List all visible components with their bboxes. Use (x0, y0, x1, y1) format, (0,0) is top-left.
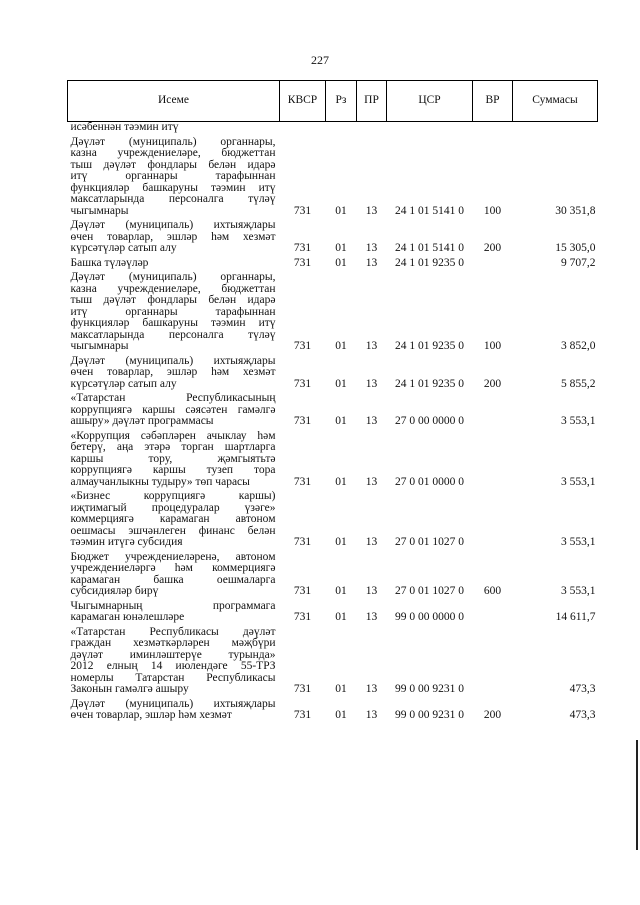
row-kvsr: 731 (293, 683, 312, 695)
row-sum: 9 707,2 (561, 256, 596, 269)
row-vr (473, 258, 513, 273)
row-sum: 3 553,1 (561, 475, 596, 488)
header-pr: ПР (357, 81, 387, 122)
row-csr: 24 1 01 9235 0 (395, 377, 464, 390)
table-body (68, 122, 598, 725)
table-row (68, 122, 598, 137)
row-rz: 01 (335, 242, 347, 254)
row-name-line: каршы тору, җәмгыятьтә (70, 452, 276, 465)
row-sum: 14 611,7 (555, 611, 596, 623)
row-name (68, 491, 280, 552)
table-row (68, 552, 598, 601)
row-csr: 27 0 01 1027 0 (395, 585, 464, 597)
row-name-line: Дәүләт (муниципаль) органнары, (70, 271, 276, 283)
row-name-line: тыш дәүләт фондлары белән идарә (70, 158, 276, 171)
row-pr: 13 (365, 415, 378, 427)
row-name-line: максатларында персоналга түләү (70, 328, 276, 341)
row-pr: 13 (365, 611, 378, 623)
row-name-line: оешмасы эшчәнлеген финанс белән (70, 524, 276, 537)
table-row (68, 220, 598, 258)
header-vr: ВР (473, 81, 513, 122)
header-name: Исеме (68, 81, 280, 122)
row-rz: 01 (335, 683, 347, 695)
row-rz: 01 (335, 204, 347, 217)
table-row (68, 431, 598, 492)
row-pr: 13 (365, 683, 378, 695)
row-pr: 13 (365, 340, 378, 352)
row-name-line: күрсәтүләр сатып алу (70, 377, 177, 390)
row-name-line: Чыгымнарның программага (70, 599, 276, 612)
row-name-line: «Татарстан Республикасы дәүләт (70, 625, 276, 638)
row-name-line: казна учреждениеләре, бюджеттан (70, 282, 276, 295)
row-name-line: бетерү, аңа этәрә торган шартларга (70, 441, 276, 453)
row-name (68, 627, 280, 699)
row-name-line: алмаучанлыкны тудыру» төп чарасы (70, 475, 250, 488)
row-name-line: максатларында персоналга түләү (70, 193, 276, 205)
budget-table (67, 80, 598, 725)
row-rz: 01 (335, 709, 347, 721)
row-sum: 473,3 (569, 683, 596, 695)
row-vr (473, 122, 513, 137)
row-name (68, 137, 280, 221)
row-name-line: өчен товарлар, эшләр һәм хезмәт (70, 230, 276, 243)
table-row (68, 272, 598, 356)
row-vr (473, 431, 513, 492)
row-name (68, 601, 280, 627)
table-header-row (68, 81, 598, 122)
row-pr: 13 (365, 256, 378, 269)
row-name-line: карамаган юнәлешләре (70, 611, 185, 623)
row-vr (473, 627, 513, 699)
row-name-line: коммерциягә карамаган автоном (70, 513, 276, 525)
row-kvsr: 731 (293, 415, 312, 427)
row-sum: 15 305,0 (555, 242, 596, 254)
row-pr: 13 (365, 242, 378, 254)
row-name (68, 431, 280, 492)
row-name-line: өчен товарлар, эшләр һәм хезмәт (70, 709, 232, 721)
row-kvsr: 731 (293, 340, 312, 352)
row-vr (473, 393, 513, 431)
row-kvsr: 731 (293, 709, 312, 721)
row-vr: 200 (483, 377, 502, 390)
row-kvsr: 731 (293, 475, 312, 488)
row-kvsr: 731 (293, 611, 312, 623)
row-kvsr: 731 (293, 242, 312, 254)
row-csr: 24 1 01 9235 0 (395, 256, 464, 269)
row-name-line: өчен товарлар, эшләр һәм хезмәт (70, 366, 276, 378)
table-row (68, 356, 598, 394)
row-name-line: «Коррупция сәбәпләрен ачыклау һәм (70, 429, 276, 442)
row-name-line: тыш дәүләт фондлары белән идарә (70, 294, 276, 306)
row-name (68, 356, 280, 394)
row-name-line: ашыру» дәүләт программасы (70, 415, 214, 427)
row-pr: 13 (365, 709, 378, 721)
row-name-line: Дәүләт (муниципаль) ихтыяҗлары (70, 354, 276, 367)
row-rz: 01 (335, 340, 347, 352)
row-name (68, 258, 280, 273)
row-name-line: Бюджет учреждениеләренә, автоном (70, 550, 276, 563)
row-csr: 27 0 01 1027 0 (395, 536, 464, 548)
row-sum: 473,3 (569, 709, 596, 721)
row-name-line: Дәүләт (муниципаль) ихтыяҗлары (70, 697, 276, 710)
row-name (68, 220, 280, 258)
row-csr (387, 122, 473, 137)
row-csr: 24 1 01 5141 0 (395, 204, 464, 217)
row-pr: 13 (365, 204, 378, 217)
row-vr (473, 601, 513, 627)
row-sum: 30 351,8 (555, 204, 596, 217)
row-vr: 600 (483, 585, 502, 597)
row-kvsr: 731 (293, 377, 312, 390)
row-vr: 100 (483, 204, 502, 217)
row-name-line: иҗтимагый процедуралар үзәге» (70, 501, 276, 514)
row-name-line: функцияләр башкаруны тәэмин итү (70, 317, 276, 329)
header-csr: ЦСР (387, 81, 473, 122)
row-name-line: учреждениеләргә һәм коммерциягә (70, 562, 276, 574)
row-csr: 27 0 00 0000 0 (395, 415, 464, 427)
row-pr: 13 (365, 536, 378, 548)
header-rz: Рз (326, 81, 357, 122)
row-name (68, 699, 280, 725)
row-sum (513, 122, 598, 137)
row-name-line: граждан хезмәткәрләрен мәҗбүри (70, 637, 276, 649)
row-name-line: тәэмин итүгә субсидия (70, 536, 183, 548)
table-row (68, 137, 598, 221)
row-name-line: «Татарстан Республикасының (70, 392, 276, 404)
row-name-line: итү органнары тарафыннан (70, 305, 276, 318)
row-csr: 99 0 00 9231 0 (395, 709, 464, 721)
page-edge-mark (636, 740, 638, 850)
row-sum: 3 553,1 (561, 585, 596, 597)
row-csr: 24 1 01 9235 0 (395, 340, 464, 352)
row-name-line: «Бизнес коррупциягә каршы) (70, 490, 276, 502)
row-name-line: казна учреждениеләре, бюджеттан (70, 147, 276, 159)
row-rz: 01 (335, 611, 347, 623)
row-name-line: номерлы Татарстан Республикасы (70, 671, 276, 684)
row-sum: 3 553,1 (561, 415, 596, 427)
row-name-line: коррупциягә каршы тузеп тора (70, 464, 276, 476)
table-row (68, 601, 598, 627)
row-vr (473, 491, 513, 552)
row-rz: 01 (335, 415, 347, 427)
row-csr: 27 0 01 0000 0 (395, 475, 464, 488)
row-rz: 01 (335, 475, 347, 488)
row-vr: 200 (483, 709, 502, 721)
row-sum: 5 855,2 (561, 377, 596, 390)
row-name-line: исәбеннән тәэмин итү (70, 121, 179, 133)
row-rz (326, 122, 357, 137)
page-number: 227 (311, 53, 329, 67)
row-name-line: Дәүләт (муниципаль) органнары, (70, 135, 276, 148)
row-vr: 100 (483, 340, 502, 352)
row-name-line: чыгымнары (70, 340, 129, 352)
row-sum: 3 852,0 (561, 340, 596, 352)
row-name (68, 122, 280, 137)
row-name-line: дәүләт иминләштерүе турында» (70, 648, 276, 661)
row-pr (357, 122, 387, 137)
row-name-line: карамаган башка оешмаларга (70, 573, 276, 586)
row-name-line: функцияләр башкаруны тәэмин итү (70, 181, 276, 194)
row-rz: 01 (335, 256, 347, 269)
row-rz: 01 (335, 536, 347, 548)
row-rz: 01 (335, 585, 347, 597)
header-sum: Суммасы (513, 81, 598, 122)
row-name-line: итү органнары тарафыннан (70, 170, 276, 182)
row-kvsr: 731 (293, 585, 312, 597)
row-vr: 200 (483, 242, 502, 254)
row-kvsr: 731 (293, 536, 312, 548)
row-pr: 13 (365, 377, 378, 390)
row-kvsr: 731 (293, 204, 312, 217)
row-name (68, 393, 280, 431)
row-csr: 99 0 00 9231 0 (395, 683, 464, 695)
row-name-line: коррупциягә каршы сәясәтен гамәлгә (70, 403, 276, 416)
row-rz: 01 (335, 377, 347, 390)
table-row (68, 491, 598, 552)
table-row (68, 258, 598, 273)
row-name-line: Дәүләт (муниципаль) ихтыяҗлары (70, 219, 276, 231)
row-kvsr (280, 122, 326, 137)
row-name (68, 552, 280, 601)
header-kvsr: КВСР (280, 81, 326, 122)
row-kvsr: 731 (293, 256, 312, 269)
row-name-line: Башка түләүләр (70, 256, 149, 269)
row-name-line: субсидияләр бирү (70, 585, 159, 597)
row-name-line: 2012 елның 14 июлендәге 55-ТРЗ (70, 660, 276, 672)
row-pr: 13 (365, 475, 378, 488)
row-name-line: күрсәтүләр сатып алу (70, 242, 177, 254)
row-name (68, 272, 280, 356)
table-row (68, 699, 598, 725)
table-row (68, 393, 598, 431)
row-name-line: чыгымнары (70, 204, 129, 217)
row-csr: 99 0 00 0000 0 (395, 611, 464, 623)
row-pr: 13 (365, 585, 378, 597)
row-sum: 3 553,1 (561, 536, 596, 548)
row-name-line: Законын гамәлгә ашыру (70, 683, 189, 695)
row-csr: 24 1 01 5141 0 (395, 242, 464, 254)
table-row (68, 627, 598, 699)
